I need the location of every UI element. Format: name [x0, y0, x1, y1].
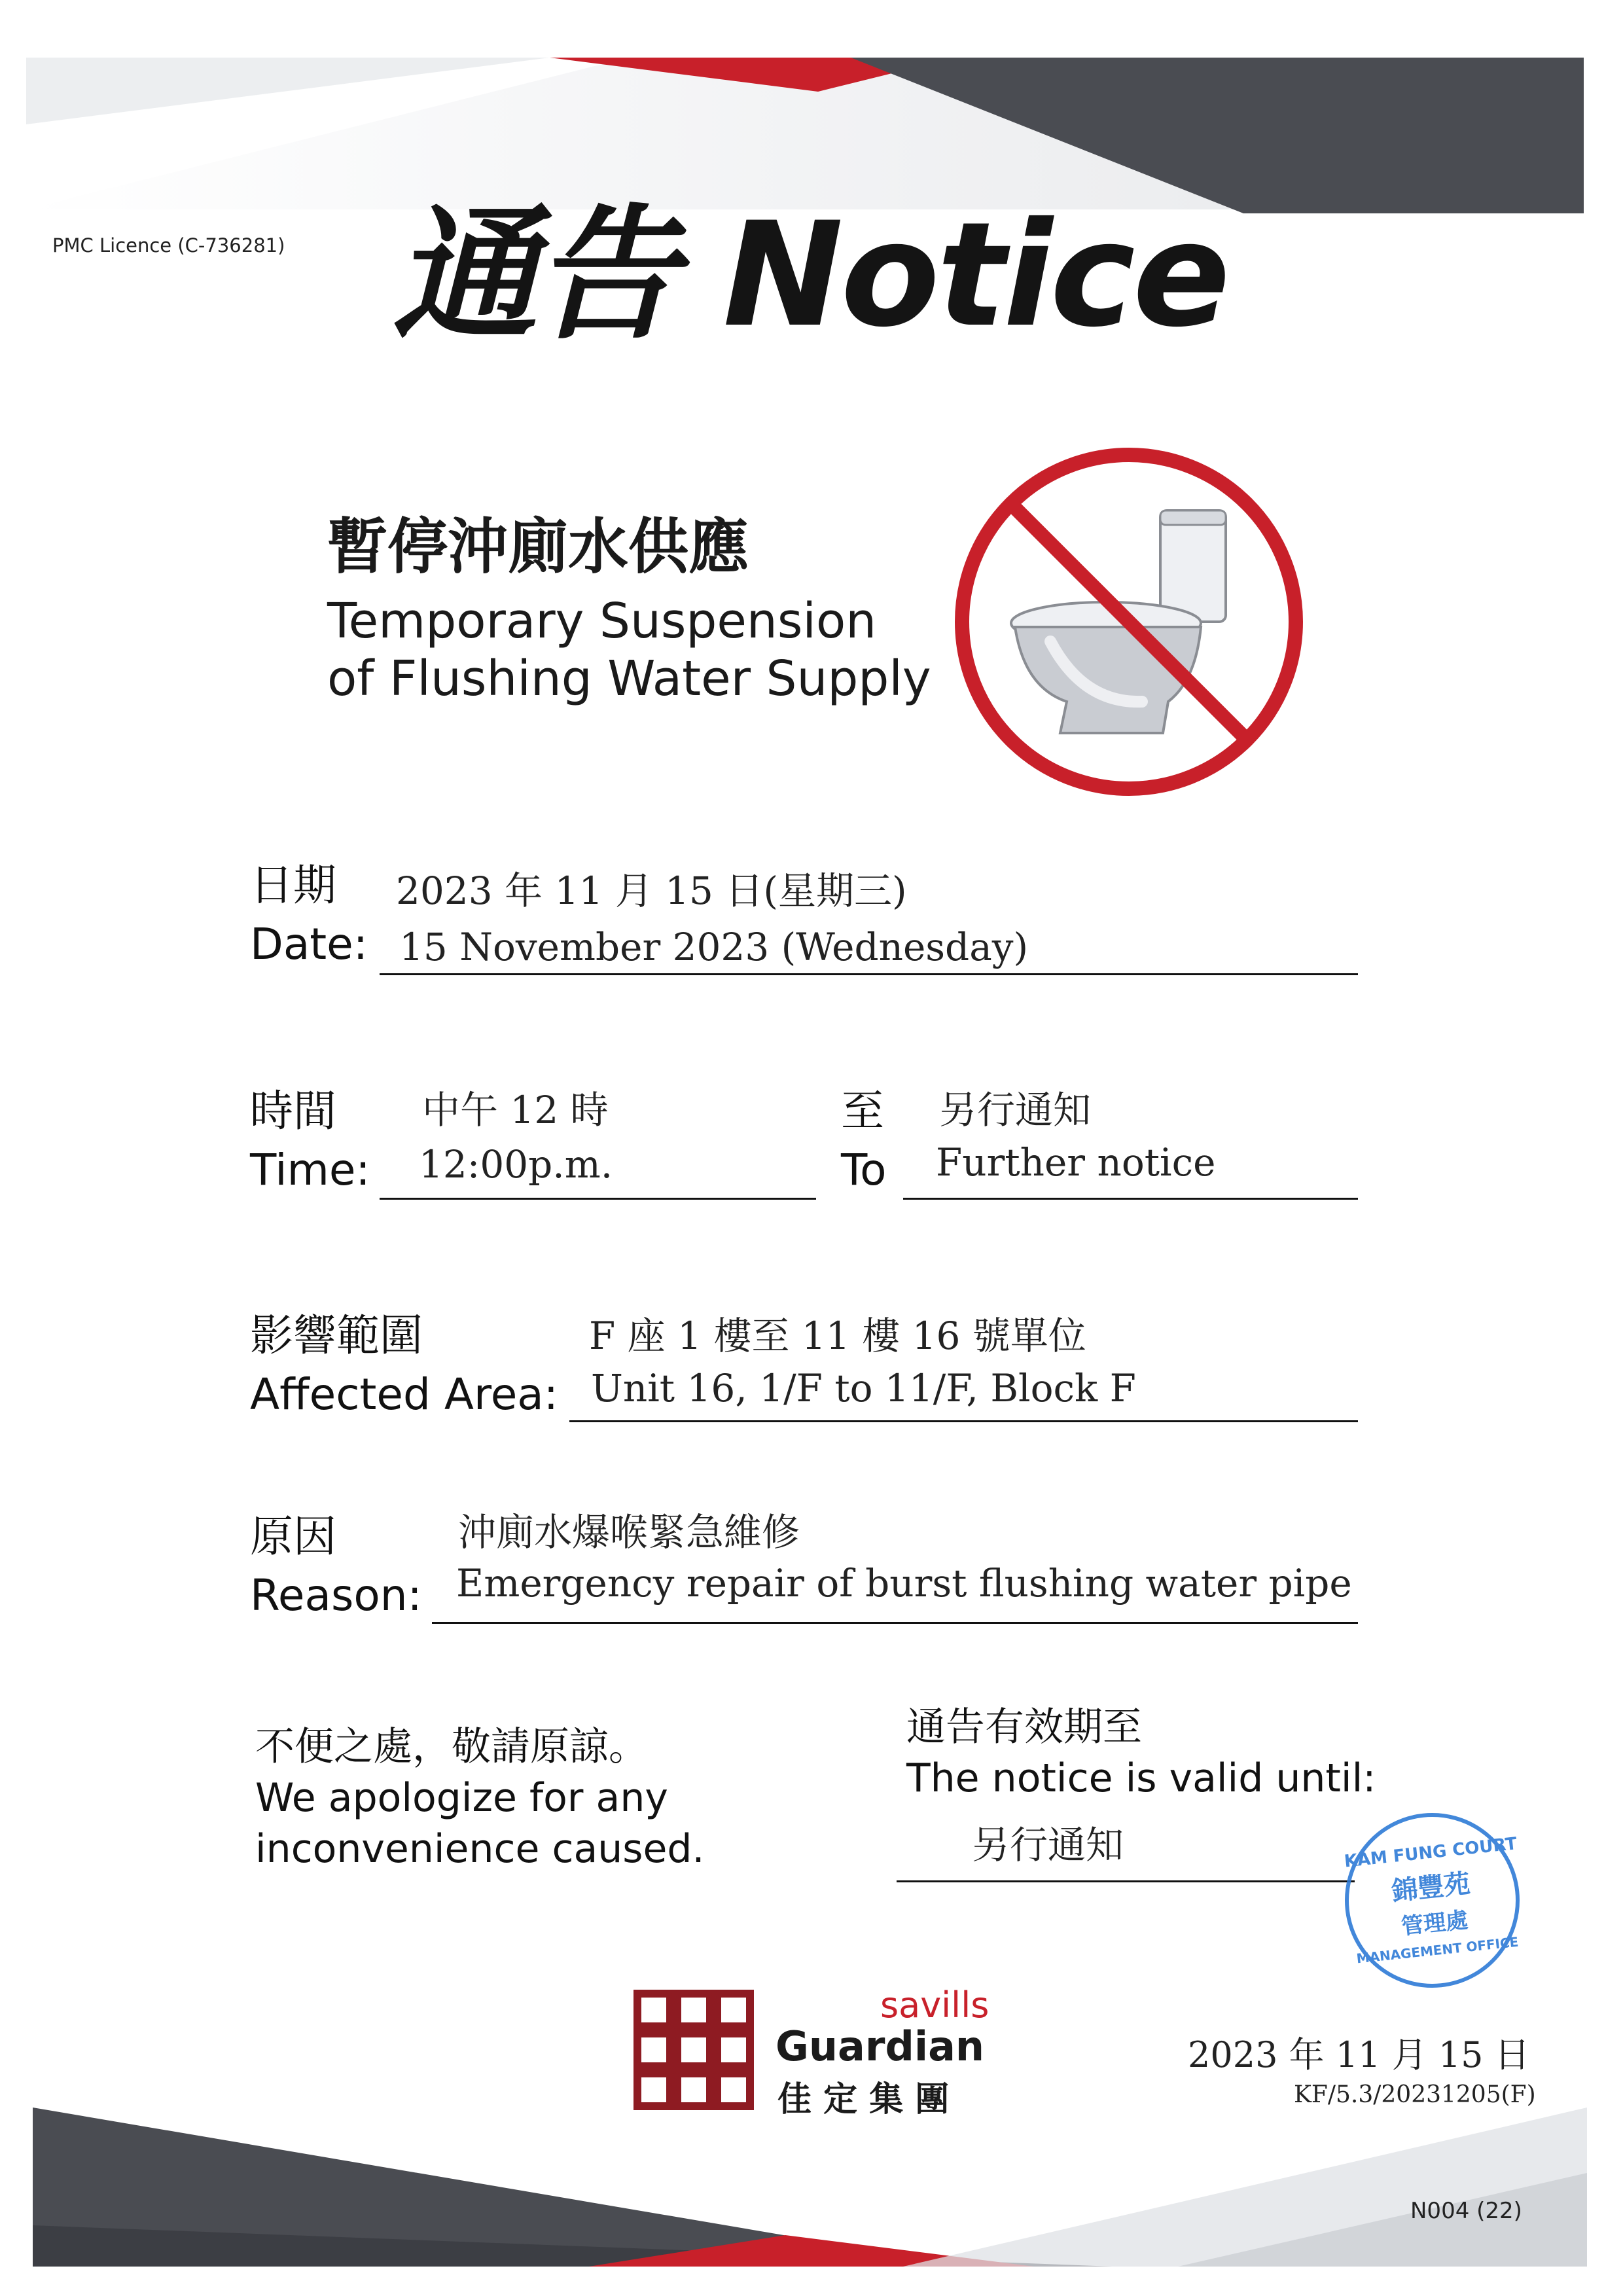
area-value-zh: F 座 1 樓至 11 樓 16 號單位	[589, 1314, 1086, 1358]
stamp-line2: 錦豐苑	[1390, 1867, 1472, 1907]
date-underline	[380, 973, 1358, 975]
heading-en-line2: of Flushing Water Supply	[327, 651, 931, 707]
validity-value: 另行通知	[972, 1823, 1124, 1867]
bottom-decorative-band	[0, 2094, 1623, 2296]
guardian-logo-mark	[633, 1990, 755, 2111]
validity-underline	[897, 1880, 1355, 1882]
heading-zh: 暫停沖廁水供應	[327, 512, 749, 582]
reason-label-zh: 原因	[250, 1511, 336, 1562]
apology-en-line1: We apologize for any	[255, 1775, 668, 1821]
apology-en-line2: inconvenience caused.	[255, 1826, 705, 1872]
reference-number: KF/5.3/20231205(F)	[1294, 2081, 1536, 2108]
date-value-zh: 2023 年 11 月 15 日(星期三)	[396, 869, 907, 913]
management-office-stamp	[1336, 1804, 1528, 1996]
reason-underline	[432, 1622, 1358, 1624]
reason-value-zh: 沖廁水爆喉緊急維修	[458, 1510, 800, 1554]
reason-value-en: Emergency repair of burst flushing water pipe	[456, 1561, 1352, 1605]
top-decorative-band	[0, 0, 1623, 223]
date-value-en: 15 November 2023 (Wednesday)	[399, 925, 1029, 969]
area-value-en: Unit 16, 1/F to 11/F, Block F	[591, 1366, 1136, 1410]
savills-brand: savills	[880, 1984, 990, 2026]
stamp-line3: 管理處	[1400, 1907, 1470, 1941]
area-underline	[569, 1420, 1358, 1422]
apology-zh: 不便之處，敬請原諒。	[255, 1724, 648, 1770]
heading-en	[327, 592, 982, 708]
notice-title: 通告 Notice	[393, 191, 1228, 359]
guardian-brand-zh: 佳 定 集 團	[777, 2079, 950, 2119]
reason-label-en: Reason:	[250, 1570, 422, 1621]
to-value-zh: 另行通知	[939, 1088, 1092, 1132]
to-label-zh: 至	[841, 1086, 884, 1136]
time-underline	[380, 1198, 816, 1200]
area-label-en: Affected Area:	[250, 1369, 558, 1420]
time-label-zh: 時間	[250, 1086, 336, 1136]
to-underline	[903, 1198, 1358, 1200]
date-label-zh: 日期	[250, 860, 336, 910]
time-value-zh: 中午 12 時	[422, 1088, 609, 1132]
date-label-en: Date:	[250, 919, 368, 969]
validity-en: The notice is valid until:	[906, 1755, 1376, 1801]
no-toilet-icon	[952, 445, 1306, 798]
time-label-en: Time:	[250, 1145, 370, 1195]
heading-en-line1: Temporary Suspension	[327, 593, 877, 649]
validity-zh: 通告有效期至	[906, 1704, 1142, 1750]
stamp-line4: MANAGEMENT OFFICE	[1355, 1933, 1520, 1967]
form-code: N004 (22)	[1410, 2198, 1522, 2224]
issue-date: 2023 年 11 月 15 日	[1188, 2034, 1530, 2075]
stamp-line1: KAM FUNG COURT	[1343, 1834, 1518, 1872]
to-label-en: To	[841, 1145, 887, 1195]
pmc-licence: PMC Licence (C-736281)	[52, 234, 285, 257]
apology-text	[255, 1721, 779, 1874]
validity-text	[906, 1702, 1430, 1804]
time-value-en: 12:00p.m.	[419, 1142, 613, 1187]
area-label-zh: 影響範圍	[250, 1310, 423, 1361]
to-value-en: Further notice	[936, 1140, 1216, 1185]
guardian-brand: Guardian	[776, 2022, 985, 2070]
